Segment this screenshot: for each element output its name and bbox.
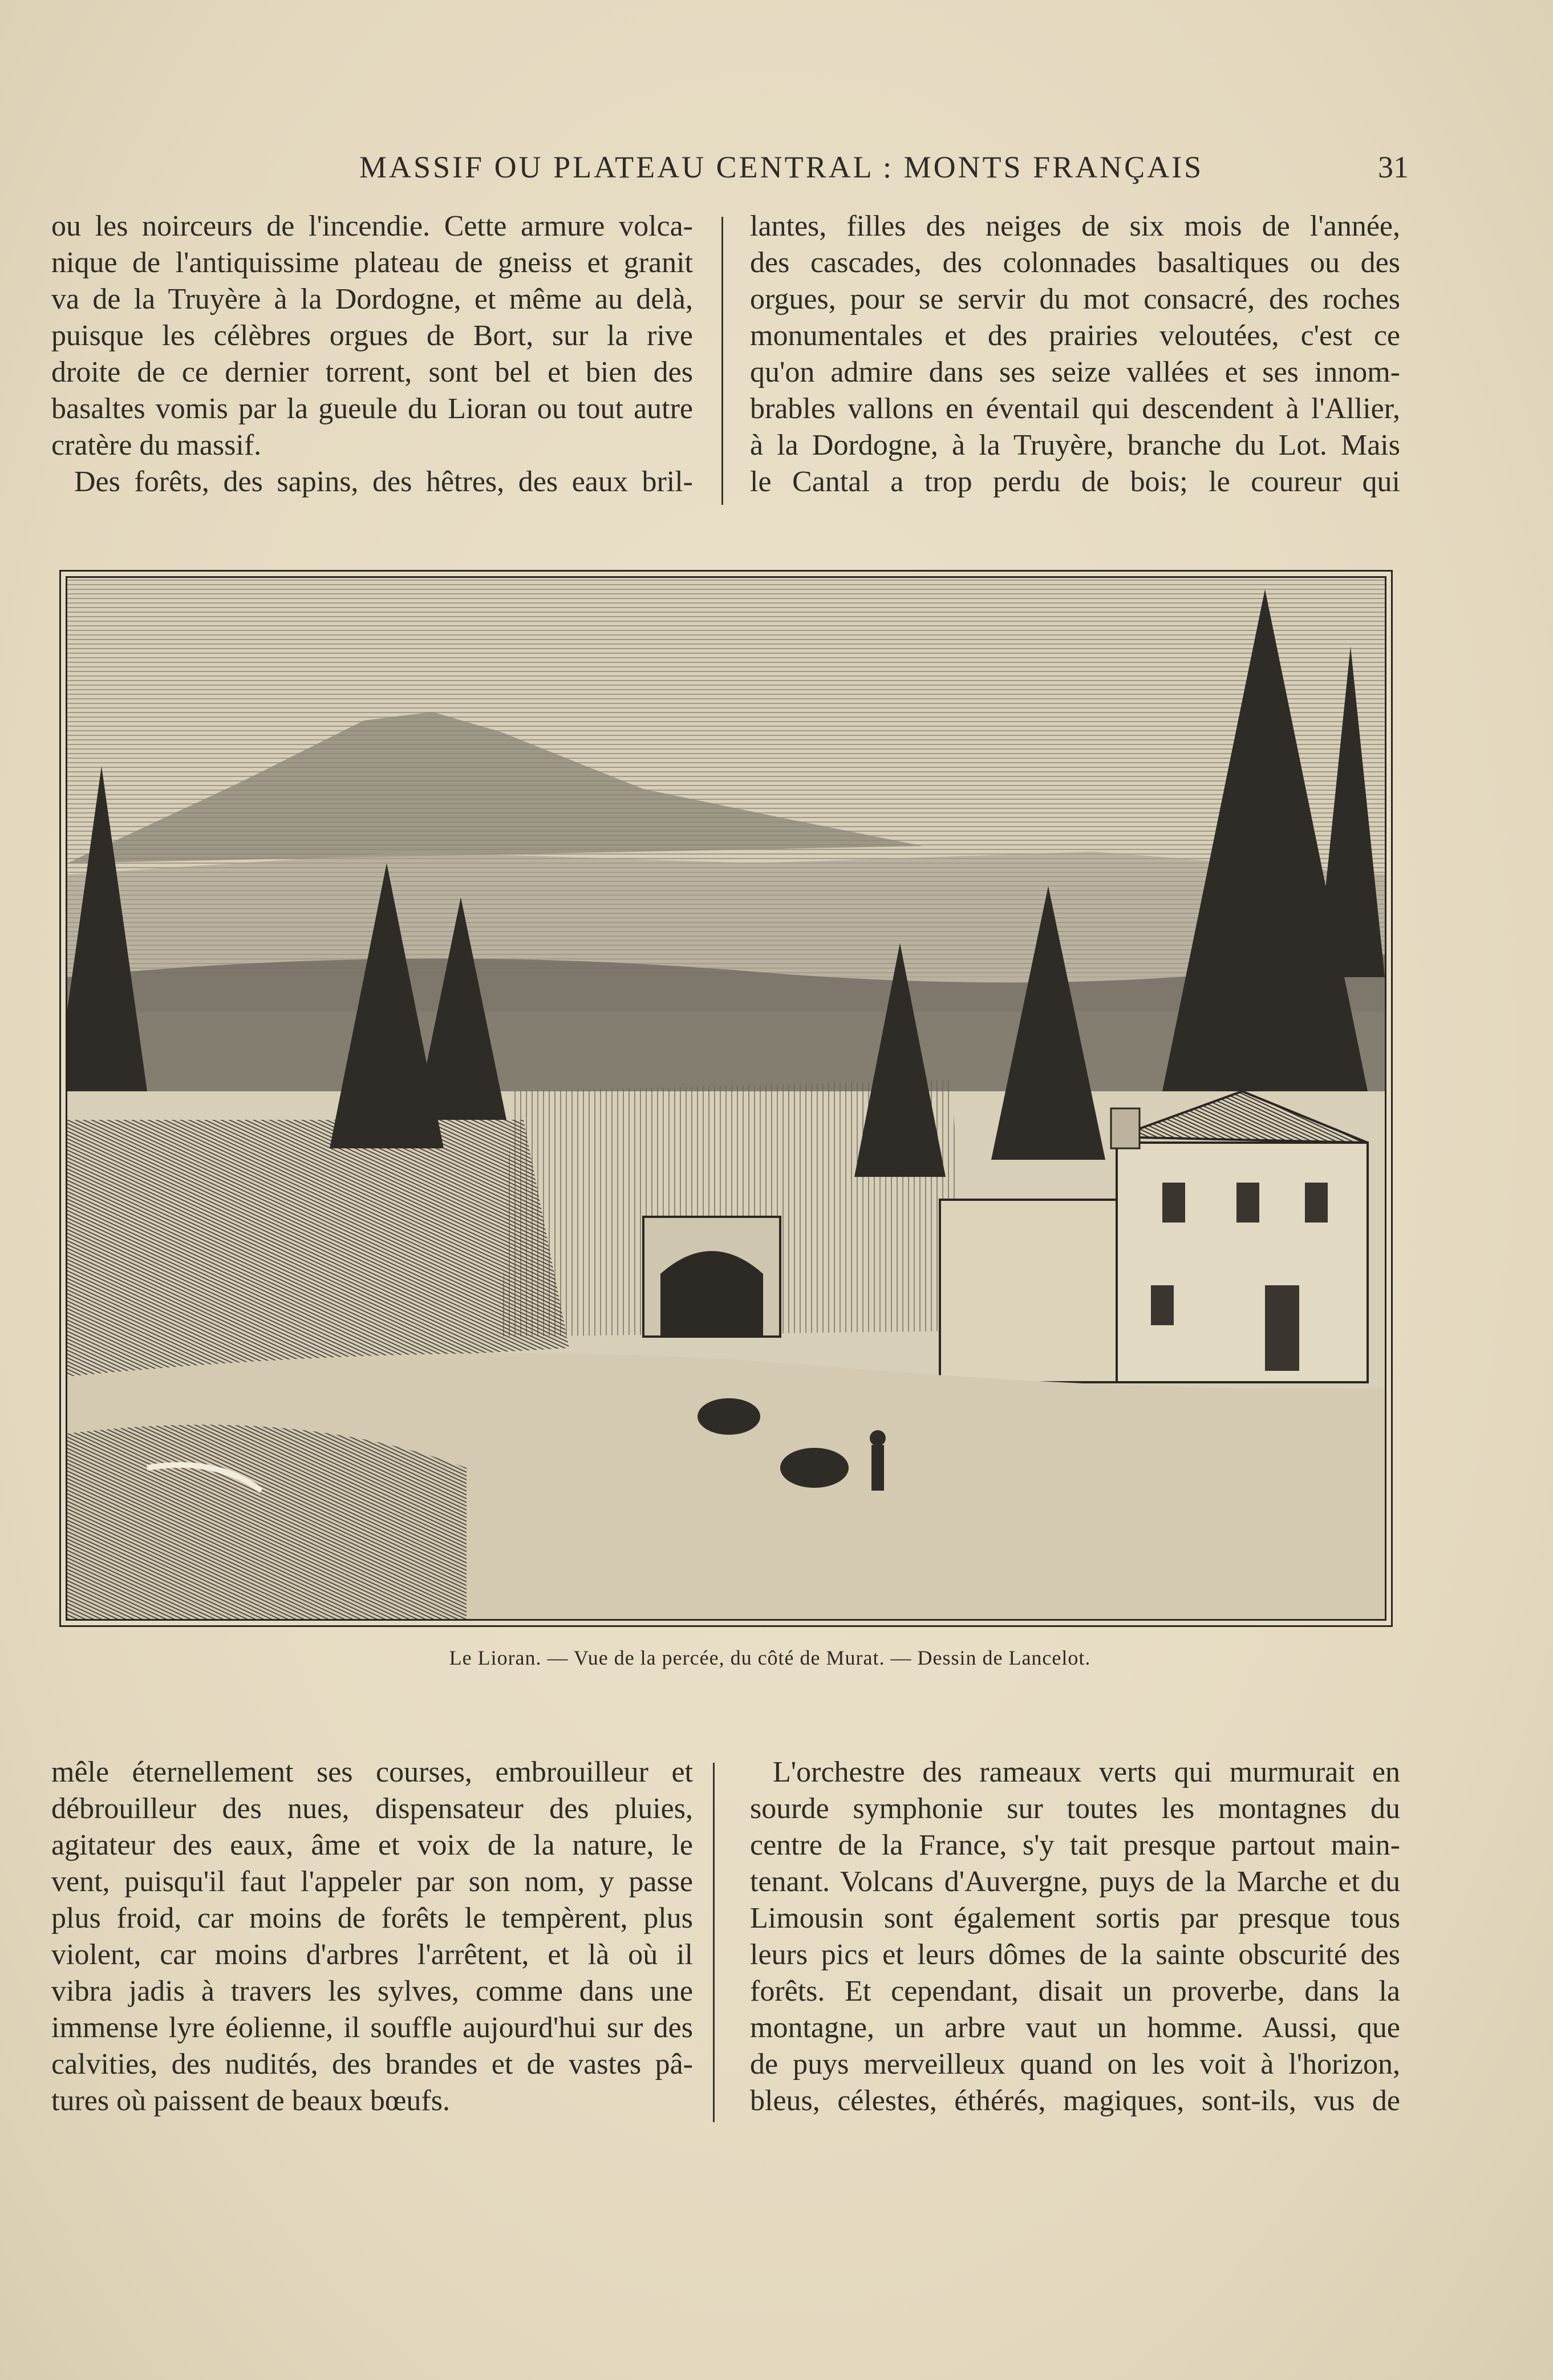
text-line: nique de l'antiquissime plateau de gneiss et granit (51, 246, 693, 279)
tunnel-portal (643, 1217, 780, 1337)
text-line: leurs pics et leurs dômes de la sainte obscurité des (750, 1938, 1400, 1971)
text-line: forêts. Et cependant, disait un proverbe, dans la (750, 1975, 1400, 2007)
text-line: basaltes vomis par la gueule du Lioran ou tout autre (51, 392, 693, 425)
text-line: qu'on admire dans ses seize vallées et ses innom- (750, 356, 1400, 388)
text-line: Des forêts, des sapins, des hêtres, des eaux bril- (74, 466, 693, 498)
text-line: plus froid, car moins de forêts le tempèrent, plus (51, 1902, 693, 1934)
engraving-illustration (66, 576, 1386, 1621)
text-line: orgues, pour se servir du mot consacré, des roches (750, 283, 1400, 315)
text-line: brables vallons en éventail qui descendent à l'Allier, (750, 392, 1400, 425)
running-title: MASSIF OU PLATEAU CENTRAL : MONTS FRANÇAIS (359, 150, 1204, 184)
text-line: à la Dordogne, à la Truyère, branche du Lot. Mais (750, 429, 1400, 462)
text-line: vent, puisqu'il faut l'appeler par son nom, y passe (51, 1865, 693, 1898)
page-number: 31 (1378, 150, 1409, 184)
running-head (51, 149, 1409, 189)
text-line: L'orchestre des rameaux verts qui murmurait en (773, 1756, 1400, 1788)
text-line: tures où paissent de beaux bœufs. (51, 2084, 450, 2117)
text-line: va de la Truyère à la Dordogne, et même au delà, (51, 283, 693, 315)
text-line: agitateur des eaux, âme et voix de la nature, le (51, 1829, 693, 1861)
text-line: des cascades, des colonnades basaltiques ou des (750, 246, 1400, 279)
text-line: cratère du massif. (51, 429, 262, 462)
text-line: puisque les célèbres orgues de Bort, sur la rive (51, 319, 693, 352)
text-line: lantes, filles des neiges de six mois de l'année, (750, 210, 1400, 242)
text-line: montagne, un arbre vaut un homme. Aussi, que (750, 2011, 1400, 2044)
text-line: bleus, célestes, éthérés, magiques, sont-ils, vus de (750, 2084, 1400, 2117)
top-left-column (51, 208, 693, 500)
illustration-caption: Le Lioran. — Vue de la percée, du côté de Murat. — Dessin de Lancelot. (449, 1646, 1091, 1669)
text-line: droite de ce dernier torrent, sont bel et bien des (51, 356, 693, 388)
text-line: mêle éternellement ses courses, embrouilleur et (51, 1756, 693, 1788)
text-line: tenant. Volcans d'Auvergne, puys de la Marche et du (750, 1865, 1400, 1898)
lioran-tunnel-engraving (67, 578, 1385, 1619)
text-line: immense lyre éolienne, il souffle aujourd'hui sur des (51, 2011, 693, 2044)
text-line: Limousin sont également sortis par presque tous (750, 1902, 1400, 1934)
text-line: violent, car moins d'arbres l'arrêtent, et là où il (51, 1938, 693, 1971)
text-line: vibra jadis à travers les sylves, comme dans une (51, 1975, 693, 2007)
text-line: calvities, des nudités, des brandes et de vastes pâ- (51, 2048, 693, 2081)
bottom-right-column (750, 1754, 1400, 2119)
column-divider (721, 217, 723, 505)
top-right-column (750, 208, 1400, 500)
text-line: centre de la France, s'y tait presque partout main- (750, 1829, 1400, 1861)
text-line: débrouilleur des nues, dispensateur des pluies, (51, 1792, 693, 1825)
text-line: ou les noirceurs de l'incendie. Cette armure volca- (51, 210, 693, 242)
column-divider (713, 1763, 715, 2122)
text-line: le Cantal a trop perdu de bois; le coureur qui (750, 466, 1400, 498)
bottom-left-column (51, 1754, 693, 2119)
text-line: sourde symphonie sur toutes les montagnes du (750, 1792, 1400, 1825)
text-line: monumentales et des prairies veloutées, c'est ce (750, 319, 1400, 352)
text-line: de puys merveilleux quand on les voit à l'horizon, (750, 2048, 1400, 2081)
